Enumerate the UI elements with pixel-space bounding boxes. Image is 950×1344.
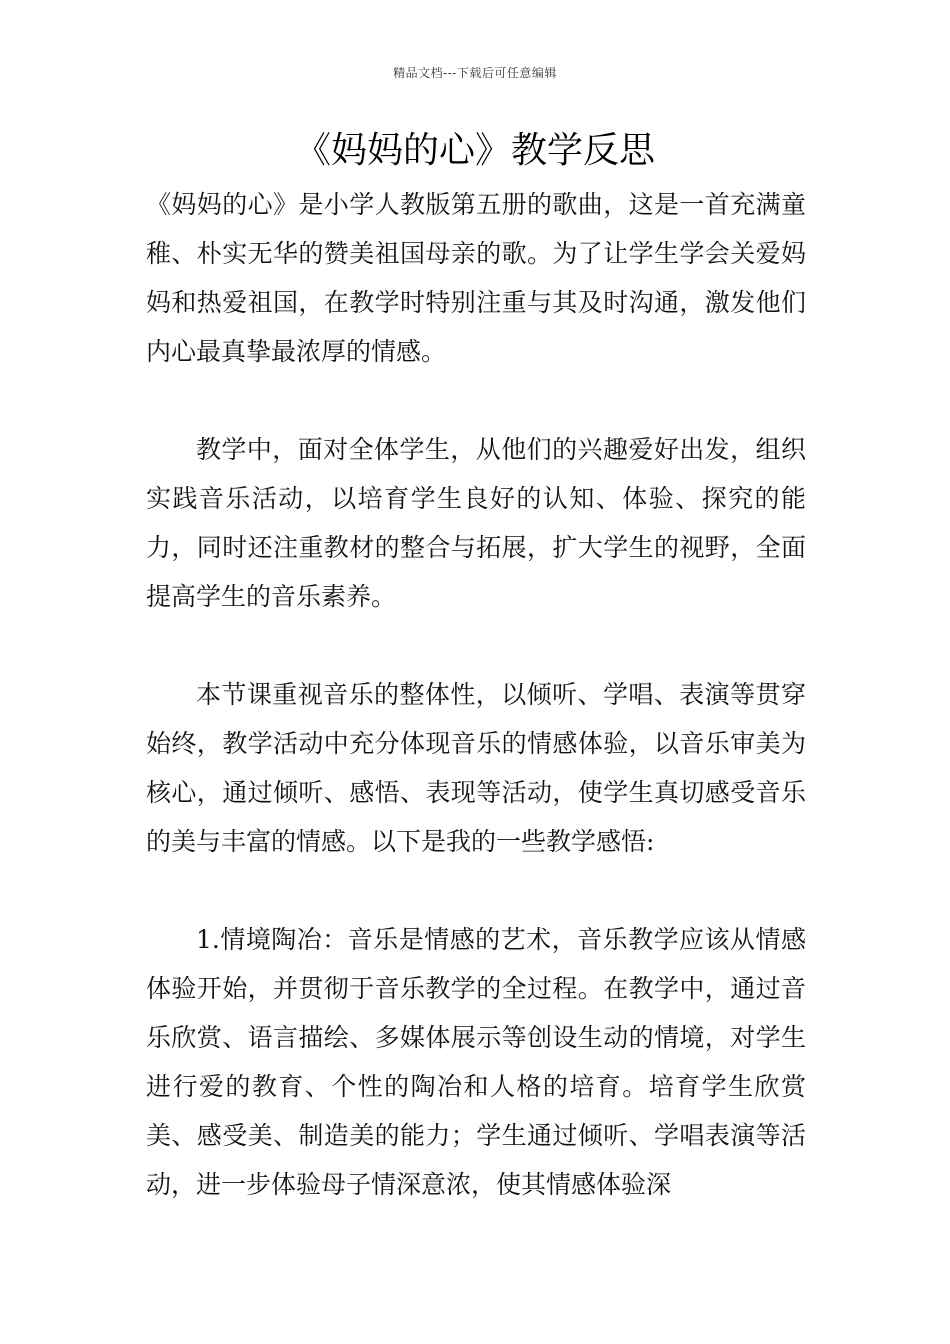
document-title: 《妈妈的心》教学反思 (294, 130, 655, 171)
paragraph-lesson: 本节课重视音乐的整体性，以倾听、学唱、表演等贯穿始终，教学活动中充分体现音乐的情感体验，以音乐审美为核心，通过倾听、感悟、表现等活动，使学生真切感受音乐的美与丰富的情感。以下是我的一些教学感悟: (146, 680, 806, 856)
paragraph-teaching: 教学中，面对全体学生，从他们的兴趣爱好出发，组织实践音乐活动，以培育学生良好的认知、体验、探究的能力，同时还注重教材的整合与拓展，扩大学生的视野，全面提高学生的音乐素养。 (146, 435, 806, 611)
paragraph-intro: 《妈妈的心》是小学人教版第五册的歌曲，这是一首充满童稚、朴实无华的赞美祖国母亲的歌。为了让学生学会关爱妈妈和热爱祖国，在教学时特别注重与其及时沟通，激发他们内心最真挚最浓厚的情感。 (146, 190, 806, 366)
paragraph-gap (146, 621, 806, 670)
paragraph-gap (146, 866, 806, 915)
paragraph-gap (146, 376, 806, 425)
document-body (146, 180, 806, 1209)
paragraph-point-1: 1.情境陶冶：音乐是情感的艺术，音乐教学应该从情感体验开始，并贯彻于音乐教学的全过程。在教学中，通过音乐欣赏、语言描绘、多媒体展示等创设生动的情境，对学生进行爱的教育、个性的陶冶和人格的培育。培育学生欣赏美、感受美、制造美的能力；学生通过倾听、学唱表演等活动，进一步体验母子情深意浓，使其情感体验深 (146, 925, 806, 1199)
header-note: 精品文档---下载后可任意编辑 (393, 66, 557, 80)
